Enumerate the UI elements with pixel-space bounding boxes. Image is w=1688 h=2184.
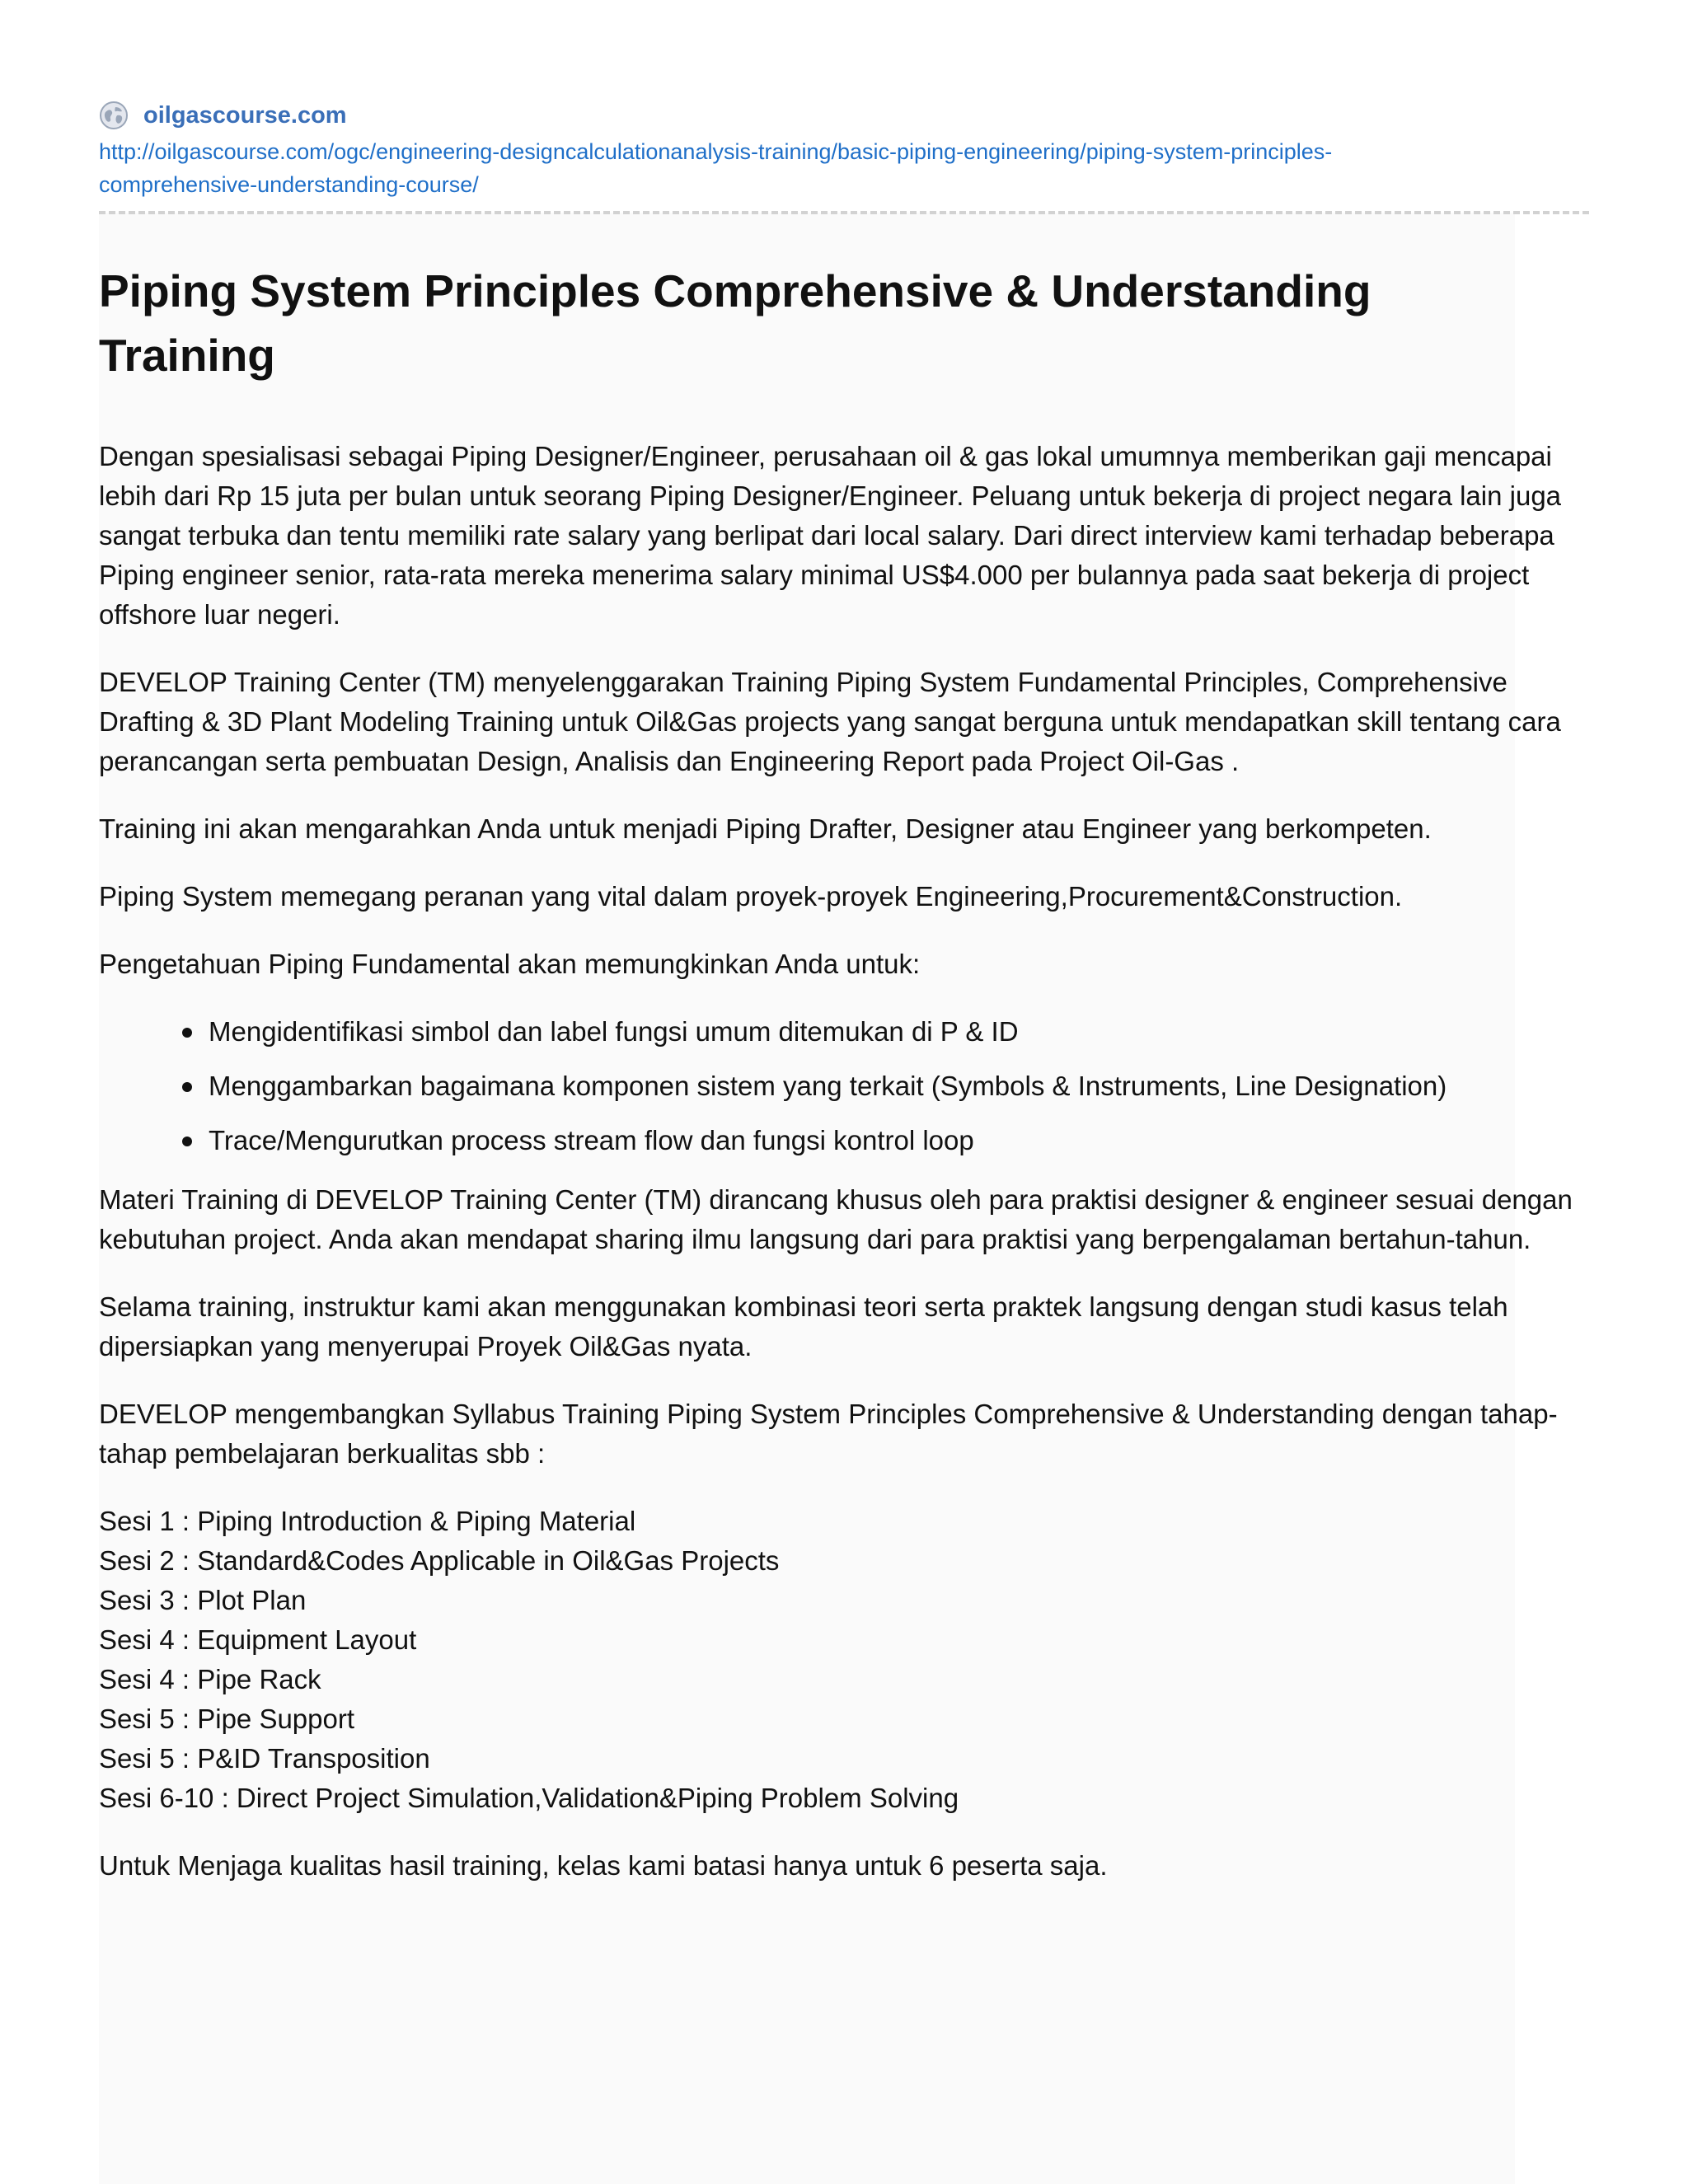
source-header: [99, 97, 1582, 201]
session-item: Sesi 2 : Standard&Codes Applicable in Oil&Gas Projects: [99, 1545, 780, 1576]
globe-icon: [99, 101, 129, 130]
session-list: [99, 1502, 1582, 1818]
session-item: Sesi 5 : P&ID Transposition: [99, 1743, 430, 1774]
session-item: Sesi 4 : Pipe Rack: [99, 1664, 321, 1694]
paragraph-career: Training ini akan mengarahkan Anda untuk menjadi Piping Drafter, Designer atau Engineer yang berkompeten.: [99, 813, 1432, 844]
paragraph-materials: Materi Training di DEVELOP Training Center (TM) dirancang khusus oleh para praktisi designer & engineer sesuai dengan kebutuhan project. Anda akan mendapat sharing ilmu langsung dari para praktisi yang berpengalaman bertahun-tahun.: [99, 1184, 1573, 1254]
list-item: Trace/Mengurutkan process stream flow dan fungsi kontrol loop: [209, 1121, 1582, 1160]
dashed-divider: [99, 211, 1589, 214]
benefits-list: [99, 1012, 1582, 1160]
paragraph-closing: Untuk Menjaga kualitas hasil training, kelas kami batasi hanya untuk 6 peserta saja.: [99, 1850, 1108, 1881]
list-item: Mengidentifikasi simbol dan label fungsi umum ditemukan di P & ID: [209, 1012, 1582, 1052]
session-item: Sesi 6-10 : Direct Project Simulation,Validation&Piping Problem Solving: [99, 1783, 959, 1813]
paragraph-develop-intro: DEVELOP Training Center (TM) menyelenggarakan Training Piping System Fundamental Principles, Comprehensive Drafting & 3D Plant Modeling Training untuk Oil&Gas projects yang sangat berguna untuk mendapatkan skill tentang cara perancangan serta pembuatan Design, Analisis dan Engineering Report pada Project Oil-Gas .: [99, 667, 1561, 776]
source-url-line-1: http://oilgascourse.com/ogc/engineering-designcalculationanalysis-training/basic-piping-engineering/piping-system-principles-: [99, 139, 1333, 164]
list-item: Menggambarkan bagaimana komponen sistem yang terkait (Symbols & Instruments, Line Designation): [209, 1066, 1582, 1106]
paragraph-fundamental: Pengetahuan Piping Fundamental akan memungkinkan Anda untuk:: [99, 949, 921, 979]
site-row: [99, 97, 1582, 134]
paragraph-syllabus: DEVELOP mengembangkan Syllabus Training Piping System Principles Comprehensive & Understanding dengan tahap-tahap pembelajaran berkualitas sbb :: [99, 1399, 1558, 1469]
paragraph-instructors: Selama training, instruktur kami akan menggunakan kombinasi teori serta praktek langsung dengan studi kasus telah dipersiapkan yang menyerupai Proyek Oil&Gas nyata.: [99, 1291, 1508, 1361]
session-item: Sesi 5 : Pipe Support: [99, 1704, 355, 1734]
article-title: Piping System Principles Comprehensive & Understanding Training: [99, 265, 1372, 381]
source-url-link[interactable]: [99, 135, 1484, 201]
article: [99, 259, 1582, 1914]
source-url-line-2: comprehensive-understanding-course/: [99, 172, 479, 197]
session-item: Sesi 1 : Piping Introduction & Piping Material: [99, 1506, 636, 1536]
session-item: Sesi 3 : Plot Plan: [99, 1585, 307, 1615]
paragraph-salary: Dengan spesialisasi sebagai Piping Designer/Engineer, perusahaan oil & gas lokal umumnya memberikan gaji mencapai lebih dari Rp 15 juta per bulan untuk seorang Piping Designer/Engineer. Peluang untuk bekerja di project negara lain juga sangat terbuka dan tentu memiliki rate salary yang berlipat dari local salary. Dari direct interview kami terhadap beberapa Piping engineer senior, rata-rata mereka menerima salary minimal US$4.000 per bulannya pada saat bekerja di project offshore luar negeri.: [99, 441, 1562, 630]
site-name: oilgascourse.com: [143, 101, 347, 129]
session-item: Sesi 4 : Equipment Layout: [99, 1624, 417, 1655]
paragraph-epc: Piping System memegang peranan yang vital dalam proyek-proyek Engineering,Procurement&Construction.: [99, 881, 1403, 912]
